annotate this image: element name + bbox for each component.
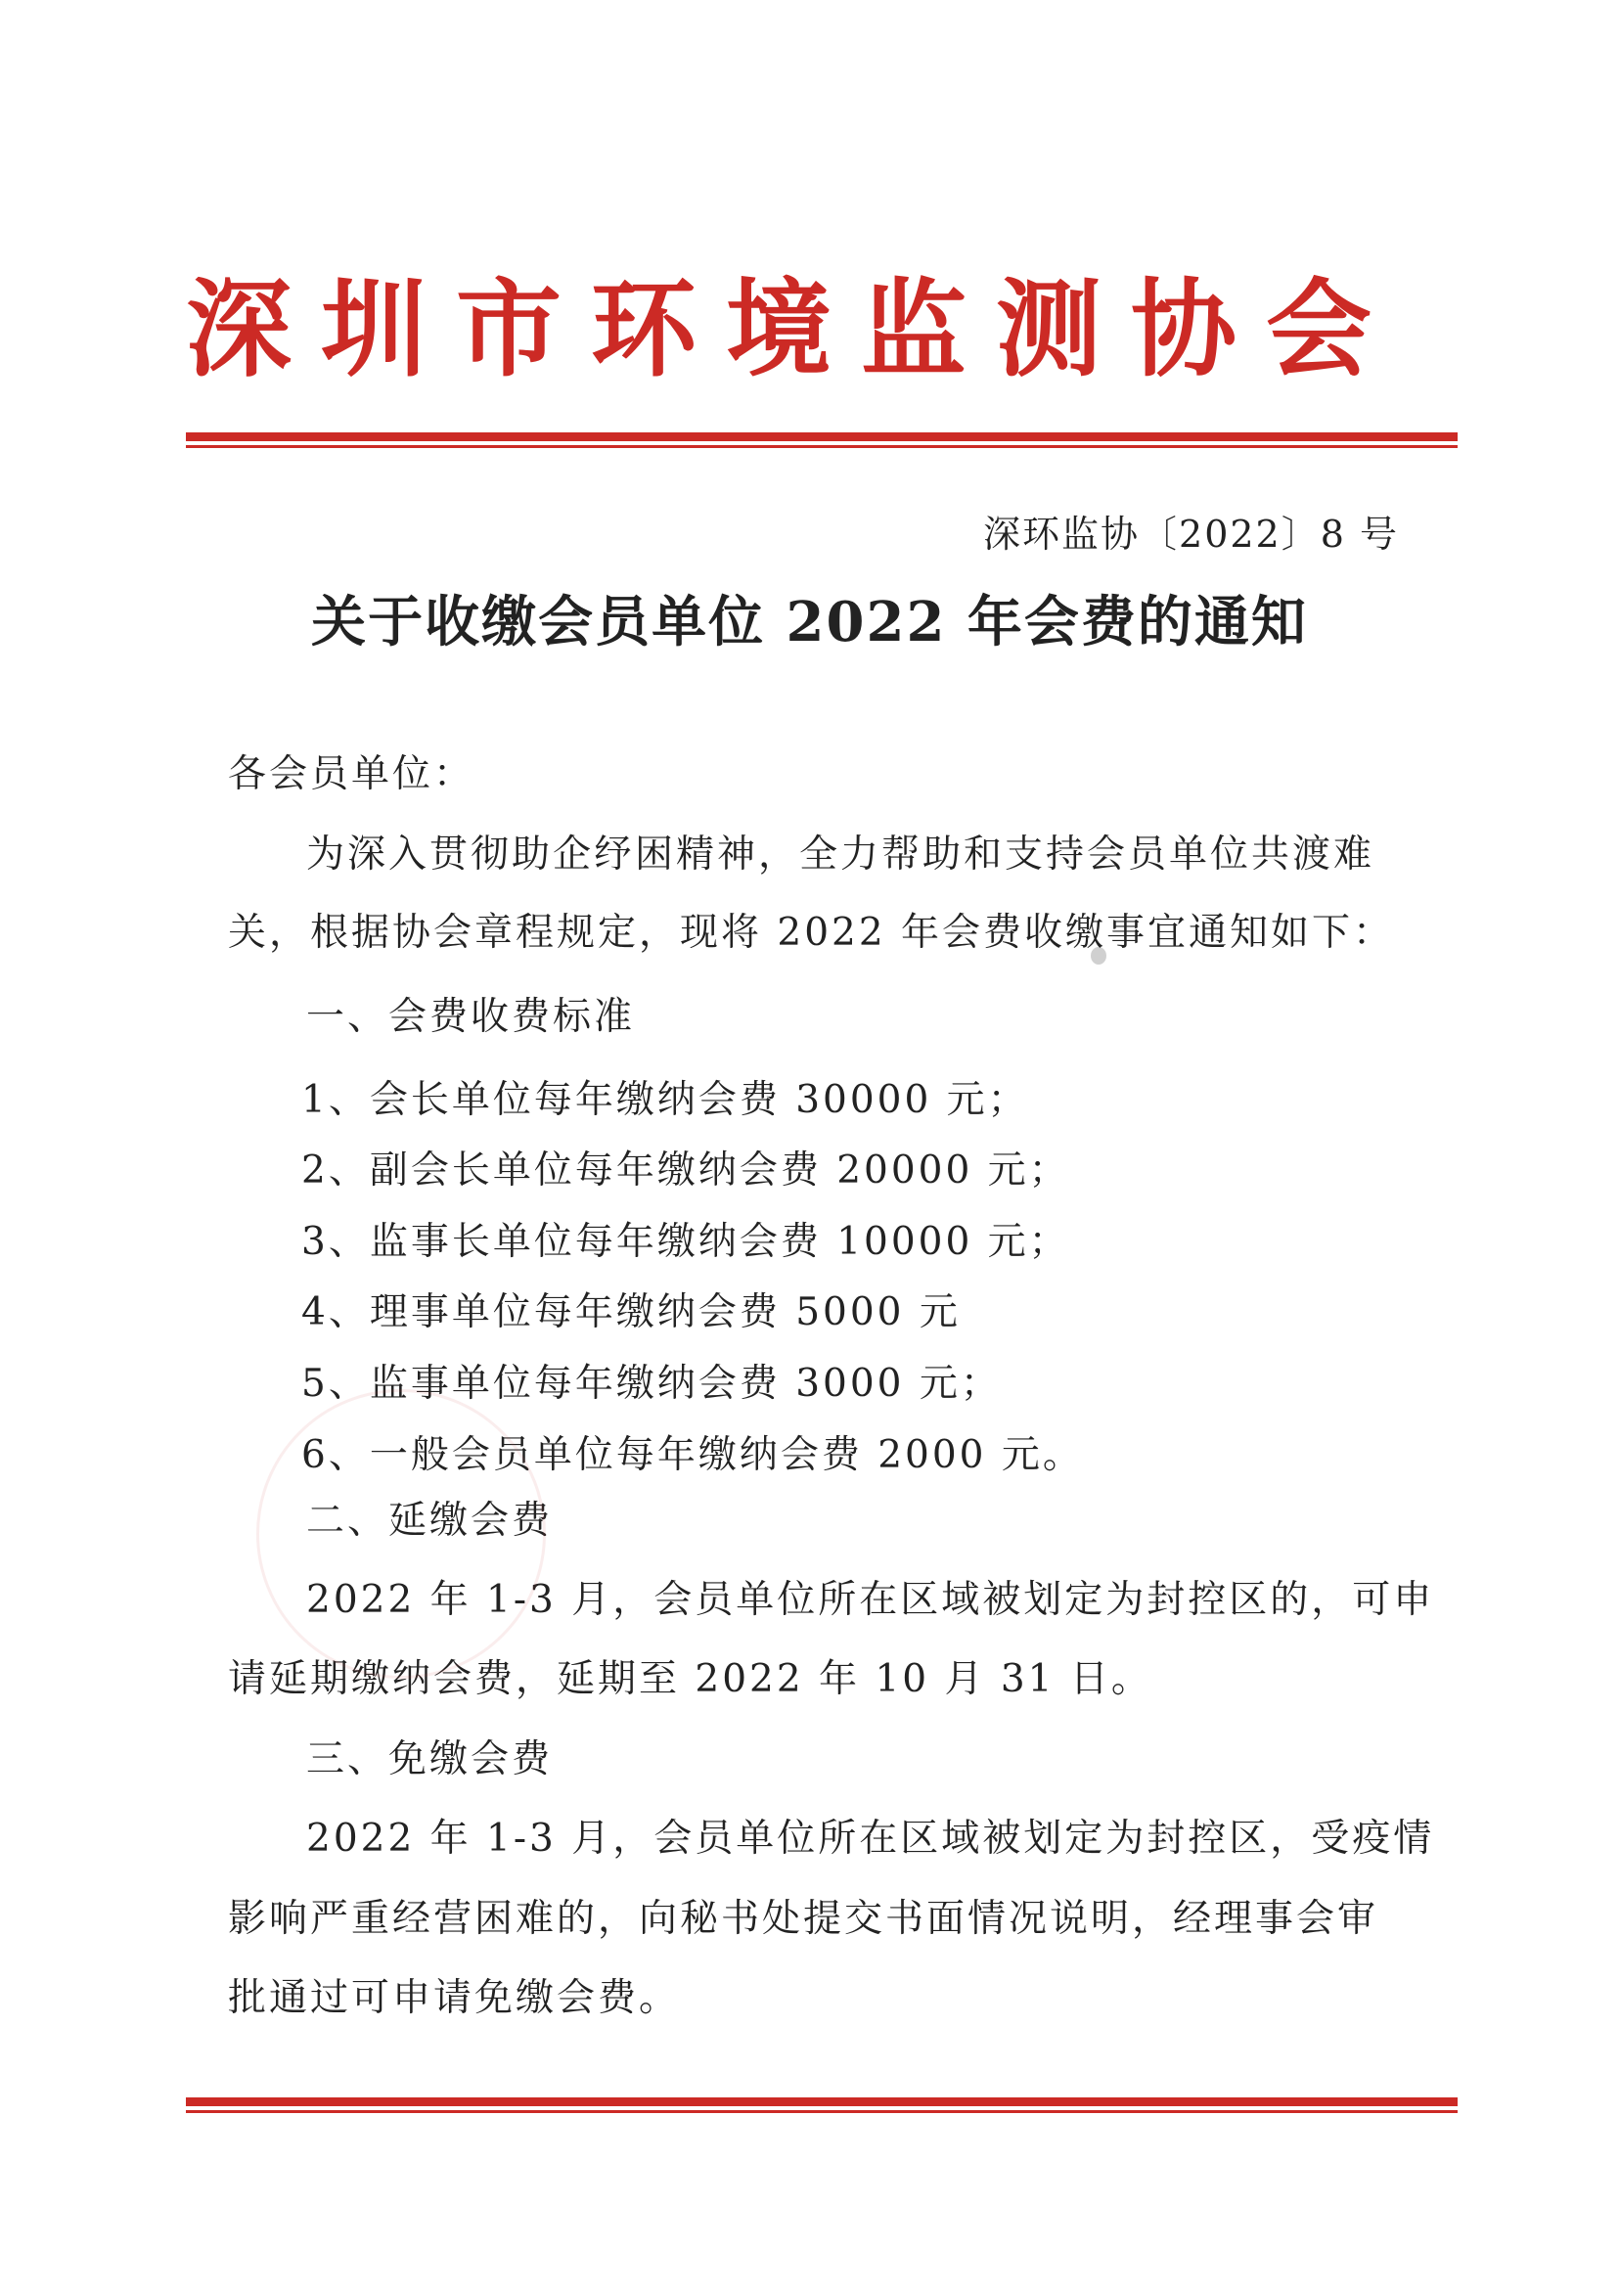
letterhead-org-name: 深圳市环境监测协会 — [186, 269, 1402, 391]
footer-rule-thin — [186, 2110, 1458, 2113]
ink-smudge — [1091, 947, 1106, 965]
section-3-line-3: 批通过可申请免缴会费。 — [228, 1976, 681, 2020]
footer-rule-thick — [186, 2097, 1458, 2106]
fee-item-6: 6、一般会员单位每年缴纳会费 2000 元。 — [301, 1433, 1084, 1477]
notice-title: 关于收缴会员单位 2022 年会费的通知 — [311, 590, 1308, 654]
section-2-heading: 二、延缴会费 — [306, 1499, 554, 1543]
faint-seal-mark — [256, 1389, 546, 1679]
letterhead-rule-thin — [186, 445, 1458, 448]
letterhead-rule-thick — [186, 432, 1458, 441]
intro-line-2: 关，根据协会章程规定，现将 2022 年会费收缴事宜通知如下： — [228, 911, 1395, 955]
section-1-heading: 一、会费收费标准 — [306, 995, 636, 1039]
section-3-heading: 三、免缴会费 — [306, 1737, 554, 1781]
intro-line-1: 为深入贯彻助企纾困精神，全力帮助和支持会员单位共渡难 — [306, 833, 1375, 877]
salutation: 各会员单位： — [228, 752, 475, 796]
section-3-line-2: 影响严重经营困难的，向秘书处提交书面情况说明，经理事会审 — [228, 1897, 1379, 1941]
section-3-line-1: 2022 年 1-3 月，会员单位所在区域被划定为封控区，受疫情 — [306, 1817, 1435, 1861]
fee-item-5: 5、监事单位每年缴纳会费 3000 元； — [301, 1362, 1002, 1406]
fee-item-2: 2、副会长单位每年缴纳会费 20000 元； — [301, 1148, 1070, 1193]
section-2-line-2: 请延期缴纳会费，延期至 2022 年 10 月 31 日。 — [228, 1657, 1152, 1701]
fee-item-1: 1、会长单位每年缴纳会费 30000 元； — [301, 1078, 1029, 1122]
fee-item-4: 4、理事单位每年缴纳会费 5000 元 — [301, 1290, 961, 1334]
fee-item-3: 3、监事长单位每年缴纳会费 10000 元； — [301, 1220, 1070, 1264]
document-number: 深环监协〔2022〕8 号 — [983, 513, 1399, 556]
section-2-line-1: 2022 年 1-3 月，会员单位所在区域被划定为封控区的，可申 — [306, 1578, 1435, 1622]
